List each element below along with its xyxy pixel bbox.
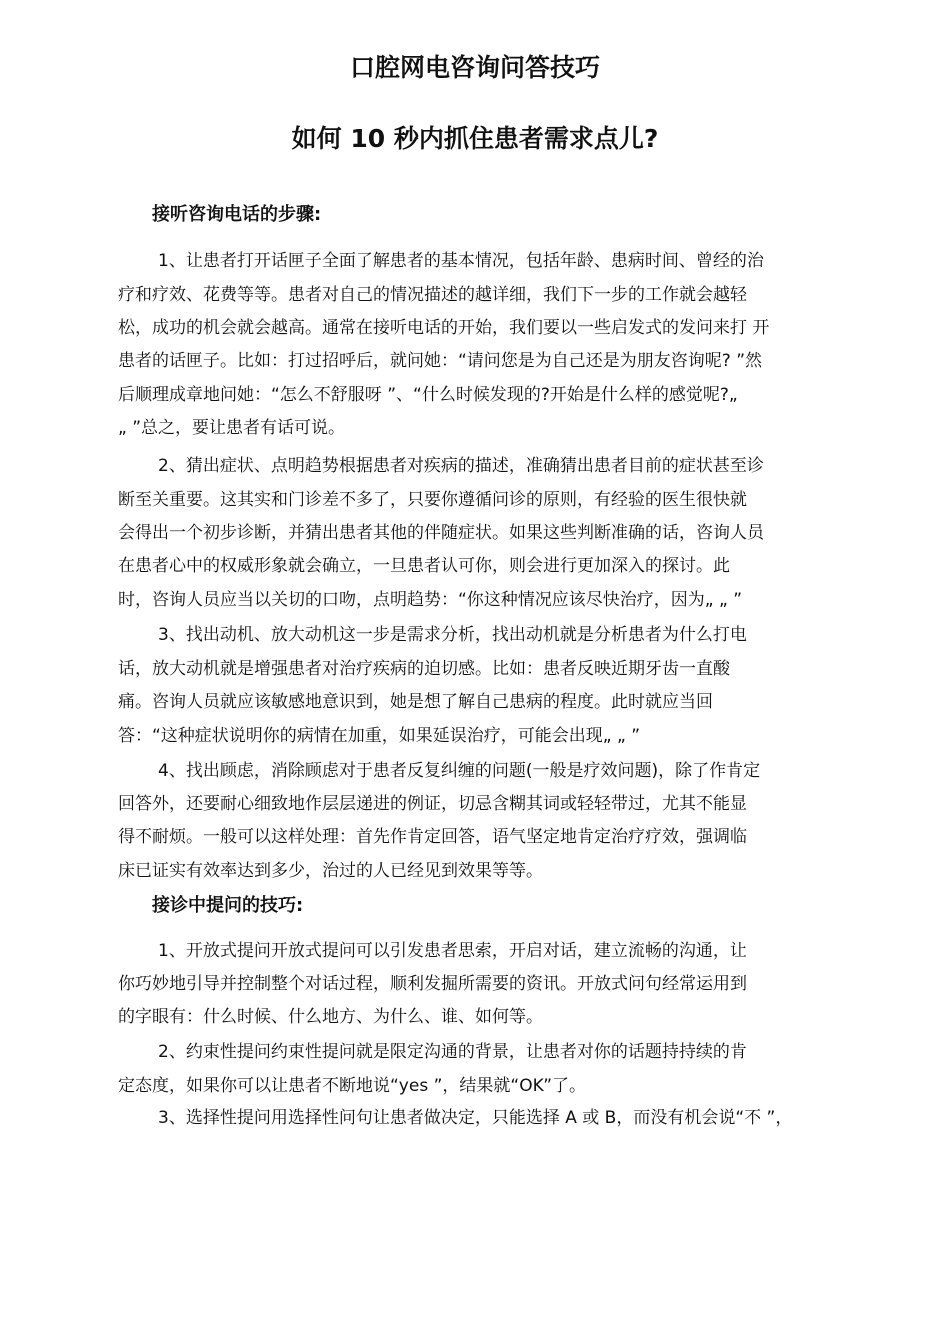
paragraph-line: 时，咨询人员应当以关切的口吻，点明趋势：“你这种情况应该尽快治疗，因为„ „ ” [118, 590, 743, 610]
paragraph-line: 回答外，还要耐心细致地作层层递进的例证，切忌含糊其词或轻轻带过，尤其不能显 [118, 794, 747, 814]
paragraph-line: 话，放大动机就是增强患者对治疗疾病的迫切感。比如：患者反映近期牙齿一直酸 [118, 659, 730, 679]
paragraph-line: 后顺理成章地问她：“怎么不舒服呀 ”、“什么时候发现的?开始是什么样的感觉呢?„ [118, 385, 738, 405]
section-heading-questioning-skills: 接诊中提问的技巧: [152, 895, 304, 916]
paragraph-line: 你巧妙地引导并控制整个对话过程，顺利发掘所需要的资讯。开放式问句经常运用到 [118, 974, 747, 994]
paragraph-line: 疗和疗效、花费等等。患者对自己的情况描述的越详细，我们下一步的工作就会越轻 [118, 285, 747, 305]
document-subtitle: 如何 10 秒内抓住患者需求点儿? [291, 124, 659, 153]
paragraph-line: 得不耐烦。一般可以这样处理：首先作肯定回答，语气坚定地肯定治疗疗效，强调临 [118, 827, 747, 847]
paragraph-line: 4、找出顾虑，消除顾虑对于患者反复纠缠的问题(一般是疗效问题)，除了作肯定 [158, 761, 761, 781]
paragraph-line: 的字眼有：什么时候、什么地方、为什么、谁、如何等。 [118, 1007, 543, 1027]
paragraph-line: 答：“这种症状说明你的病情在加重，如果延误治疗，可能会出现„ „ ” [118, 726, 641, 746]
paragraph-line: 断至关重要。这其实和门诊差不多了，只要你遵循问诊的原则，有经验的医生很快就 [118, 490, 747, 510]
paragraph-line: 2、约束性提问约束性提问就是限定沟通的背景，让患者对你的话题持持续的肯 [158, 1042, 747, 1062]
document-title: 口腔网电咨询问答技巧 [349, 53, 600, 82]
paragraph-line: 3、找出动机、放大动机这一步是需求分析，找出动机就是分析患者为什么打电 [158, 625, 747, 645]
paragraph-line: 2、猜出症状、点明趋势根据患者对疾病的描述，准确猜出患者目前的症状甚至诊 [158, 456, 764, 476]
paragraph-line: 松，成功的机会就会越高。通常在接听电话的开始，我们要以一些启发式的发问来打 开 [118, 318, 770, 338]
paragraph-line: 患者的话匣子。比如：打过招呼后，就问她：“请问您是为自己还是为朋友咨询呢? ”然 [118, 351, 763, 371]
paragraph-line: 3、选择性提问用选择性问句让患者做决定，只能选择 A 或 B，而没有机会说“不 ”， [158, 1108, 793, 1128]
paragraph-line: 在患者心中的权威形象就会确立，一旦患者认可你，则会进行更加深入的探讨。此 [118, 556, 730, 576]
paragraph-line: 会得出一个初步诊断，并猜出患者其他的伴随症状。如果这些判断准确的话，咨询人员 [118, 523, 764, 543]
section-heading-phone-steps: 接听咨询电话的步骤: [152, 204, 322, 225]
paragraph-line: 床已证实有效率达到多少，治过的人已经见到效果等等。 [118, 861, 543, 881]
paragraph-line: 定态度，如果你可以让患者不断地说“yes ”，结果就“OK”了。 [118, 1076, 587, 1096]
paragraph-line: 痛。咨询人员就应该敏感地意识到，她是想了解自己患病的程度。此时就应当回 [118, 692, 713, 712]
paragraph-line: 1、让患者打开话匣子全面了解患者的基本情况，包括年龄、患病时间、曾经的治 [158, 251, 764, 271]
paragraph-line: 1、开放式提问开放式提问可以引发患者思索，开启对话，建立流畅的沟通，让 [158, 941, 747, 961]
paragraph-line: „ ”总之，要让患者有话可说。 [118, 418, 346, 438]
